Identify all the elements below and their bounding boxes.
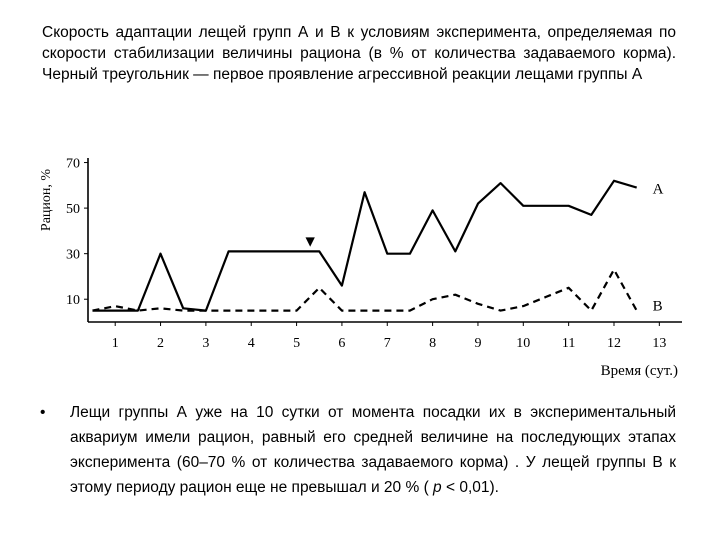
series-line-1 (93, 181, 637, 311)
x-tick-label: 12 (606, 336, 621, 351)
x-tick-label: 6 (338, 336, 346, 351)
p-value-symbol: р (433, 479, 442, 496)
bullet-text-before: Лещи группы А уже на 10 сутки от момента посадки их в экспериментальный аквариум имели рацион, равный его средней величине на последующих этапах эксперимента (60–70 % от количества задаваемого корма) . У лещей группы В к этому периоду рацион еще не превышал и 20 % ( (70, 404, 676, 496)
x-tick-label: 11 (561, 336, 576, 351)
x-tick-label: 4 (247, 336, 255, 351)
series-label-1: А (652, 181, 664, 198)
x-tick-label: 10 (516, 336, 531, 351)
y-ticks (66, 157, 88, 309)
bullet-paragraph (40, 400, 676, 500)
series-labels (653, 182, 664, 315)
x-tick-label: 3 (202, 336, 210, 351)
bullet-text (70, 400, 676, 500)
x-tick-label: 9 (474, 336, 482, 351)
x-tick-label: 2 (157, 336, 165, 351)
y-tick-label: 70 (66, 156, 80, 172)
y-axis-label: Рацион, % (39, 168, 54, 232)
y-tick-label: 50 (66, 202, 80, 218)
y-tick-label: 10 (66, 293, 80, 309)
x-tick-label: 8 (429, 336, 437, 351)
bullet-text-after: < 0,01). (441, 479, 499, 496)
series-layer (93, 181, 637, 311)
x-axis-label: Время (сут.) (600, 363, 678, 379)
adaptation-chart (0, 148, 720, 398)
series-label-2: В (652, 298, 663, 315)
figure-caption: Скорость адаптации лещей групп А и В к условиям эксперимента, определяемая по скорости стабилизации величины рациона (в % от количества задаваемого корма). Черный треугольник — первое проявление агрессивной реакции лещами группы А (42, 24, 676, 83)
x-tick-label: 13 (652, 336, 667, 351)
y-tick-label: 30 (66, 247, 80, 263)
aggression-marker: ▼ (302, 233, 319, 251)
x-tick-label: 7 (383, 336, 391, 351)
bullet-symbol: • (40, 404, 46, 421)
series-line-2 (93, 270, 637, 311)
x-ticks (112, 322, 667, 351)
x-tick-label: 5 (293, 336, 301, 351)
x-tick-label: 1 (111, 336, 119, 351)
